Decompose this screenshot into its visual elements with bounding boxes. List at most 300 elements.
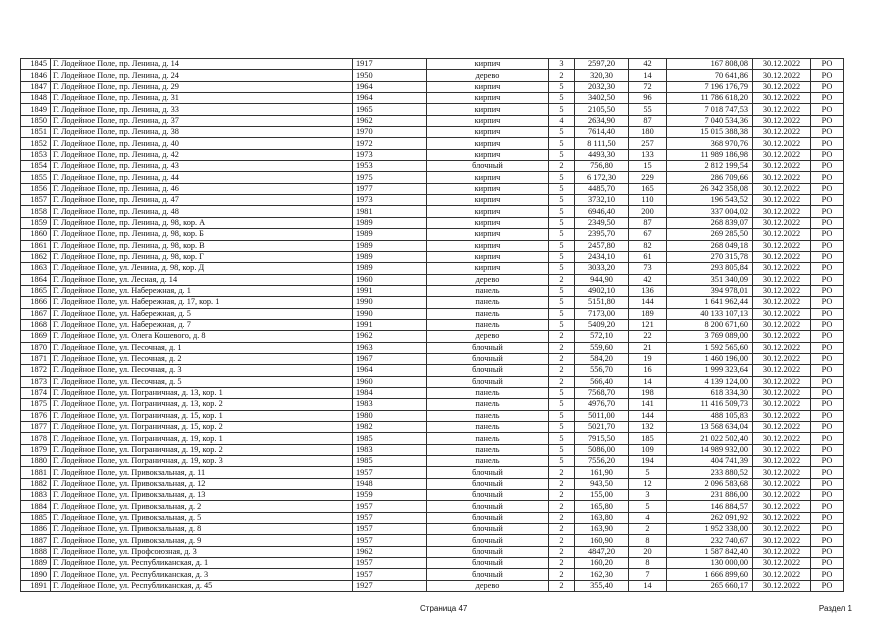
year-cell: 1982 [353, 422, 427, 433]
code-cell: РО [811, 319, 844, 330]
material-cell: кирпич [427, 229, 549, 240]
table-row [21, 410, 844, 421]
floors-cell: 5 [549, 456, 575, 467]
floors-cell: 5 [549, 399, 575, 410]
floors-cell: 2 [549, 274, 575, 285]
date-cell: 30.12.2022 [753, 229, 811, 240]
code-cell: РО [811, 127, 844, 138]
floors-cell: 5 [549, 251, 575, 262]
area-cell: 2597,20 [575, 59, 629, 70]
code-cell: РО [811, 263, 844, 274]
year-cell: 1973 [353, 149, 427, 160]
table-row [21, 183, 844, 194]
date-cell: 30.12.2022 [753, 444, 811, 455]
date-cell: 30.12.2022 [753, 501, 811, 512]
code-cell: РО [811, 422, 844, 433]
row-number-cell: 1872 [21, 365, 51, 376]
year-cell: 1927 [353, 580, 427, 591]
floors-cell: 2 [549, 70, 575, 81]
page-number: Страница 47 [420, 604, 468, 613]
address-cell: Г. Лодейное Поле, ул. Пограничная, д. 13, кор. 1 [51, 387, 353, 398]
area-cell: 7173,00 [575, 308, 629, 319]
material-cell: панель [427, 297, 549, 308]
address-cell: Г. Лодейное Поле, пр. Ленина, д. 43 [51, 161, 353, 172]
amount-cell: 4 139 124,00 [667, 376, 753, 387]
floors-cell: 2 [549, 467, 575, 478]
floors-cell: 5 [549, 195, 575, 206]
amount-cell: 7 018 747,53 [667, 104, 753, 115]
area-cell: 944,90 [575, 274, 629, 285]
material-cell: блочный [427, 490, 549, 501]
row-number-cell: 1850 [21, 115, 51, 126]
residents-cell: 180 [629, 127, 667, 138]
table-row [21, 558, 844, 569]
table-row [21, 399, 844, 410]
date-cell: 30.12.2022 [753, 331, 811, 342]
date-cell: 30.12.2022 [753, 490, 811, 501]
area-cell: 163,80 [575, 512, 629, 523]
material-cell: кирпич [427, 104, 549, 115]
row-number-cell: 1877 [21, 422, 51, 433]
material-cell: панель [427, 319, 549, 330]
table-row [21, 456, 844, 467]
address-cell: Г. Лодейное Поле, ул. Набережная, д. 17, кор. 1 [51, 297, 353, 308]
code-cell: РО [811, 229, 844, 240]
date-cell: 30.12.2022 [753, 512, 811, 523]
year-cell: 1989 [353, 251, 427, 262]
table-row [21, 490, 844, 501]
date-cell: 30.12.2022 [753, 342, 811, 353]
address-cell: Г. Лодейное Поле, ул. Республиканская, д. 1 [51, 558, 353, 569]
address-cell: Г. Лодейное Поле, ул. Привокзальная, д. 12 [51, 478, 353, 489]
residents-cell: 42 [629, 274, 667, 285]
area-cell: 4847,20 [575, 546, 629, 557]
address-cell: Г. Лодейное Поле, пр. Ленина, д. 37 [51, 115, 353, 126]
code-cell: РО [811, 444, 844, 455]
material-cell: блочный [427, 501, 549, 512]
code-cell: РО [811, 546, 844, 557]
table-row [21, 580, 844, 591]
address-cell: Г. Лодейное Поле, ул. Пограничная, д. 15, кор. 1 [51, 410, 353, 421]
row-number-cell: 1876 [21, 410, 51, 421]
table-row [21, 546, 844, 557]
date-cell: 30.12.2022 [753, 206, 811, 217]
row-number-cell: 1848 [21, 93, 51, 104]
amount-cell: 488 105,83 [667, 410, 753, 421]
date-cell: 30.12.2022 [753, 308, 811, 319]
amount-cell: 286 709,66 [667, 172, 753, 183]
amount-cell: 262 091,92 [667, 512, 753, 523]
residents-cell: 73 [629, 263, 667, 274]
floors-cell: 5 [549, 93, 575, 104]
material-cell: панель [427, 456, 549, 467]
date-cell: 30.12.2022 [753, 251, 811, 262]
table-row [21, 535, 844, 546]
material-cell: кирпич [427, 217, 549, 228]
code-cell: РО [811, 535, 844, 546]
residents-cell: 72 [629, 81, 667, 92]
floors-cell: 5 [549, 127, 575, 138]
table-row [21, 206, 844, 217]
date-cell: 30.12.2022 [753, 70, 811, 81]
year-cell: 1989 [353, 229, 427, 240]
floors-cell: 5 [549, 444, 575, 455]
table-row [21, 376, 844, 387]
area-cell: 2105,50 [575, 104, 629, 115]
address-cell: Г. Лодейное Поле, пр. Ленина, д. 47 [51, 195, 353, 206]
residents-cell: 136 [629, 285, 667, 296]
table-row [21, 319, 844, 330]
residents-cell: 144 [629, 410, 667, 421]
year-cell: 1983 [353, 444, 427, 455]
floors-cell: 2 [549, 569, 575, 580]
year-cell: 1980 [353, 410, 427, 421]
year-cell: 1991 [353, 285, 427, 296]
material-cell: кирпич [427, 251, 549, 262]
material-cell: кирпич [427, 149, 549, 160]
material-cell: панель [427, 433, 549, 444]
amount-cell: 13 568 634,04 [667, 422, 753, 433]
address-cell: Г. Лодейное Поле, ул. Набережная, д. 5 [51, 308, 353, 319]
date-cell: 30.12.2022 [753, 274, 811, 285]
amount-cell: 265 660,17 [667, 580, 753, 591]
date-cell: 30.12.2022 [753, 546, 811, 557]
table-row [21, 569, 844, 580]
table-row [21, 467, 844, 478]
address-cell: Г. Лодейное Поле, ул. Набережная, д. 1 [51, 285, 353, 296]
address-cell: Г. Лодейное Поле, ул. Профсоюзная, д. 3 [51, 546, 353, 557]
area-cell: 559,60 [575, 342, 629, 353]
year-cell: 1989 [353, 240, 427, 251]
date-cell: 30.12.2022 [753, 127, 811, 138]
date-cell: 30.12.2022 [753, 433, 811, 444]
area-cell: 5011,00 [575, 410, 629, 421]
floors-cell: 2 [549, 490, 575, 501]
material-cell: блочный [427, 478, 549, 489]
address-cell: Г. Лодейное Поле, пр. Ленина, д. 44 [51, 172, 353, 183]
year-cell: 1957 [353, 501, 427, 512]
table-row [21, 93, 844, 104]
row-number-cell: 1864 [21, 274, 51, 285]
year-cell: 1957 [353, 467, 427, 478]
material-cell: кирпич [427, 127, 549, 138]
row-number-cell: 1867 [21, 308, 51, 319]
material-cell: кирпич [427, 263, 549, 274]
floors-cell: 2 [549, 558, 575, 569]
code-cell: РО [811, 580, 844, 591]
row-number-cell: 1886 [21, 524, 51, 535]
residents-cell: 2 [629, 524, 667, 535]
year-cell: 1991 [353, 319, 427, 330]
residents-cell: 109 [629, 444, 667, 455]
date-cell: 30.12.2022 [753, 422, 811, 433]
residents-cell: 110 [629, 195, 667, 206]
material-cell: блочный [427, 569, 549, 580]
table-row [21, 217, 844, 228]
residents-cell: 16 [629, 365, 667, 376]
residents-cell: 67 [629, 229, 667, 240]
table-row [21, 251, 844, 262]
amount-cell: 15 015 388,38 [667, 127, 753, 138]
row-number-cell: 1866 [21, 297, 51, 308]
row-number-cell: 1881 [21, 467, 51, 478]
residents-cell: 8 [629, 535, 667, 546]
residents-cell: 141 [629, 399, 667, 410]
year-cell: 1957 [353, 524, 427, 535]
address-cell: Г. Лодейное Поле, пр. Ленина, д. 14 [51, 59, 353, 70]
address-cell: Г. Лодейное Поле, пр. Ленина, д. 98, кор. В [51, 240, 353, 251]
date-cell: 30.12.2022 [753, 569, 811, 580]
year-cell: 1989 [353, 263, 427, 274]
material-cell: панель [427, 410, 549, 421]
row-number-cell: 1868 [21, 319, 51, 330]
table-row [21, 229, 844, 240]
amount-cell: 11 416 509,73 [667, 399, 753, 410]
table-row [21, 81, 844, 92]
material-cell: блочный [427, 365, 549, 376]
material-cell: блочный [427, 376, 549, 387]
area-cell: 7568,70 [575, 387, 629, 398]
floors-cell: 2 [549, 365, 575, 376]
material-cell: кирпич [427, 240, 549, 251]
amount-cell: 70 641,86 [667, 70, 753, 81]
date-cell: 30.12.2022 [753, 81, 811, 92]
material-cell: кирпич [427, 183, 549, 194]
row-number-cell: 1853 [21, 149, 51, 160]
floors-cell: 5 [549, 206, 575, 217]
floors-cell: 5 [549, 319, 575, 330]
code-cell: РО [811, 251, 844, 262]
table-row [21, 195, 844, 206]
amount-cell: 233 880,52 [667, 467, 753, 478]
amount-cell: 232 740,67 [667, 535, 753, 546]
residents-cell: 82 [629, 240, 667, 251]
year-cell: 1960 [353, 274, 427, 285]
floors-cell: 5 [549, 410, 575, 421]
residents-cell: 229 [629, 172, 667, 183]
code-cell: РО [811, 524, 844, 535]
table-row [21, 263, 844, 274]
housing-register-table [20, 58, 844, 592]
amount-cell: 26 342 358,08 [667, 183, 753, 194]
address-cell: Г. Лодейное Поле, пр. Ленина, д. 31 [51, 93, 353, 104]
row-number-cell: 1890 [21, 569, 51, 580]
residents-cell: 189 [629, 308, 667, 319]
material-cell: блочный [427, 161, 549, 172]
floors-cell: 2 [549, 376, 575, 387]
address-cell: Г. Лодейное Поле, ул. Олега Кошевого, д. 8 [51, 331, 353, 342]
area-cell: 2349,50 [575, 217, 629, 228]
code-cell: РО [811, 217, 844, 228]
year-cell: 1964 [353, 93, 427, 104]
material-cell: блочный [427, 558, 549, 569]
date-cell: 30.12.2022 [753, 104, 811, 115]
address-cell: Г. Лодейное Поле, ул. Пограничная, д. 19, кор. 1 [51, 433, 353, 444]
table-row [21, 512, 844, 523]
area-cell: 162,30 [575, 569, 629, 580]
code-cell: РО [811, 81, 844, 92]
residents-cell: 185 [629, 433, 667, 444]
floors-cell: 5 [549, 308, 575, 319]
amount-cell: 394 978,01 [667, 285, 753, 296]
amount-cell: 130 000,00 [667, 558, 753, 569]
table-body [21, 59, 844, 592]
year-cell: 1917 [353, 59, 427, 70]
table-row [21, 478, 844, 489]
code-cell: РО [811, 172, 844, 183]
area-cell: 584,20 [575, 353, 629, 364]
amount-cell: 21 022 502,40 [667, 433, 753, 444]
material-cell: панель [427, 387, 549, 398]
row-number-cell: 1855 [21, 172, 51, 183]
row-number-cell: 1862 [21, 251, 51, 262]
year-cell: 1957 [353, 535, 427, 546]
floors-cell: 5 [549, 172, 575, 183]
year-cell: 1957 [353, 512, 427, 523]
year-cell: 1970 [353, 127, 427, 138]
residents-cell: 200 [629, 206, 667, 217]
floors-cell: 2 [549, 342, 575, 353]
amount-cell: 167 808,08 [667, 59, 753, 70]
year-cell: 1957 [353, 569, 427, 580]
area-cell: 943,50 [575, 478, 629, 489]
material-cell: кирпич [427, 59, 549, 70]
code-cell: РО [811, 240, 844, 251]
area-cell: 2434,10 [575, 251, 629, 262]
code-cell: РО [811, 183, 844, 194]
residents-cell: 55 [629, 104, 667, 115]
residents-cell: 8 [629, 558, 667, 569]
address-cell: Г. Лодейное Поле, пр. Ленина, д. 98, кор. Б [51, 229, 353, 240]
material-cell: кирпич [427, 138, 549, 149]
code-cell: РО [811, 70, 844, 81]
address-cell: Г. Лодейное Поле, ул. Привокзальная, д. 2 [51, 501, 353, 512]
area-cell: 566,40 [575, 376, 629, 387]
amount-cell: 1 952 338,00 [667, 524, 753, 535]
row-number-cell: 1879 [21, 444, 51, 455]
table-row [21, 149, 844, 160]
table-row [21, 342, 844, 353]
material-cell: панель [427, 422, 549, 433]
floors-cell: 5 [549, 81, 575, 92]
address-cell: Г. Лодейное Поле, ул. Пограничная, д. 13, кор. 2 [51, 399, 353, 410]
row-number-cell: 1852 [21, 138, 51, 149]
address-cell: Г. Лодейное Поле, ул. Песочная, д. 5 [51, 376, 353, 387]
table-row [21, 127, 844, 138]
amount-cell: 11 786 618,20 [667, 93, 753, 104]
amount-cell: 146 884,57 [667, 501, 753, 512]
residents-cell: 14 [629, 580, 667, 591]
code-cell: РО [811, 478, 844, 489]
area-cell: 2395,70 [575, 229, 629, 240]
amount-cell: 404 741,39 [667, 456, 753, 467]
table-row [21, 444, 844, 455]
floors-cell: 2 [549, 524, 575, 535]
address-cell: Г. Лодейное Поле, пр. Ленина, д. 48 [51, 206, 353, 217]
date-cell: 30.12.2022 [753, 195, 811, 206]
year-cell: 1967 [353, 353, 427, 364]
code-cell: РО [811, 467, 844, 478]
table-row [21, 308, 844, 319]
floors-cell: 2 [549, 331, 575, 342]
code-cell: РО [811, 558, 844, 569]
code-cell: РО [811, 353, 844, 364]
address-cell: Г. Лодейное Поле, ул. Привокзальная, д. 13 [51, 490, 353, 501]
floors-cell: 2 [549, 161, 575, 172]
floors-cell: 2 [549, 501, 575, 512]
material-cell: кирпич [427, 93, 549, 104]
year-cell: 1950 [353, 70, 427, 81]
year-cell: 1962 [353, 331, 427, 342]
table-row [21, 115, 844, 126]
date-cell: 30.12.2022 [753, 149, 811, 160]
address-cell: Г. Лодейное Поле, ул. Привокзальная, д. 5 [51, 512, 353, 523]
floors-cell: 2 [549, 478, 575, 489]
material-cell: панель [427, 285, 549, 296]
year-cell: 1984 [353, 387, 427, 398]
address-cell: Г. Лодейное Поле, пр. Ленина, д. 29 [51, 81, 353, 92]
table-row [21, 353, 844, 364]
date-cell: 30.12.2022 [753, 172, 811, 183]
address-cell: Г. Лодейное Поле, ул. Песочная, д. 1 [51, 342, 353, 353]
address-cell: Г. Лодейное Поле, ул. Республиканская, д. 45 [51, 580, 353, 591]
address-cell: Г. Лодейное Поле, ул. Песочная, д. 2 [51, 353, 353, 364]
amount-cell: 1 587 842,40 [667, 546, 753, 557]
row-number-cell: 1874 [21, 387, 51, 398]
row-number-cell: 1847 [21, 81, 51, 92]
residents-cell: 5 [629, 501, 667, 512]
material-cell: панель [427, 399, 549, 410]
address-cell: Г. Лодейное Поле, ул. Песочная, д. 3 [51, 365, 353, 376]
amount-cell: 1 592 565,60 [667, 342, 753, 353]
code-cell: РО [811, 161, 844, 172]
area-cell: 6 172,30 [575, 172, 629, 183]
year-cell: 1985 [353, 456, 427, 467]
area-cell: 160,90 [575, 535, 629, 546]
row-number-cell: 1891 [21, 580, 51, 591]
material-cell: дерево [427, 70, 549, 81]
code-cell: РО [811, 115, 844, 126]
amount-cell: 268 049,18 [667, 240, 753, 251]
code-cell: РО [811, 59, 844, 70]
amount-cell: 368 970,76 [667, 138, 753, 149]
area-cell: 572,10 [575, 331, 629, 342]
date-cell: 30.12.2022 [753, 376, 811, 387]
code-cell: РО [811, 297, 844, 308]
amount-cell: 351 340,09 [667, 274, 753, 285]
date-cell: 30.12.2022 [753, 217, 811, 228]
code-cell: РО [811, 501, 844, 512]
table-row [21, 70, 844, 81]
row-number-cell: 1865 [21, 285, 51, 296]
date-cell: 30.12.2022 [753, 410, 811, 421]
code-cell: РО [811, 456, 844, 467]
amount-cell: 8 200 671,60 [667, 319, 753, 330]
year-cell: 1973 [353, 195, 427, 206]
year-cell: 1962 [353, 546, 427, 557]
material-cell: дерево [427, 274, 549, 285]
table-row [21, 285, 844, 296]
residents-cell: 19 [629, 353, 667, 364]
residents-cell: 21 [629, 342, 667, 353]
area-cell: 355,40 [575, 580, 629, 591]
year-cell: 1964 [353, 81, 427, 92]
floors-cell: 5 [549, 104, 575, 115]
floors-cell: 5 [549, 422, 575, 433]
floors-cell: 5 [549, 263, 575, 274]
table-row [21, 365, 844, 376]
amount-cell: 231 886,00 [667, 490, 753, 501]
